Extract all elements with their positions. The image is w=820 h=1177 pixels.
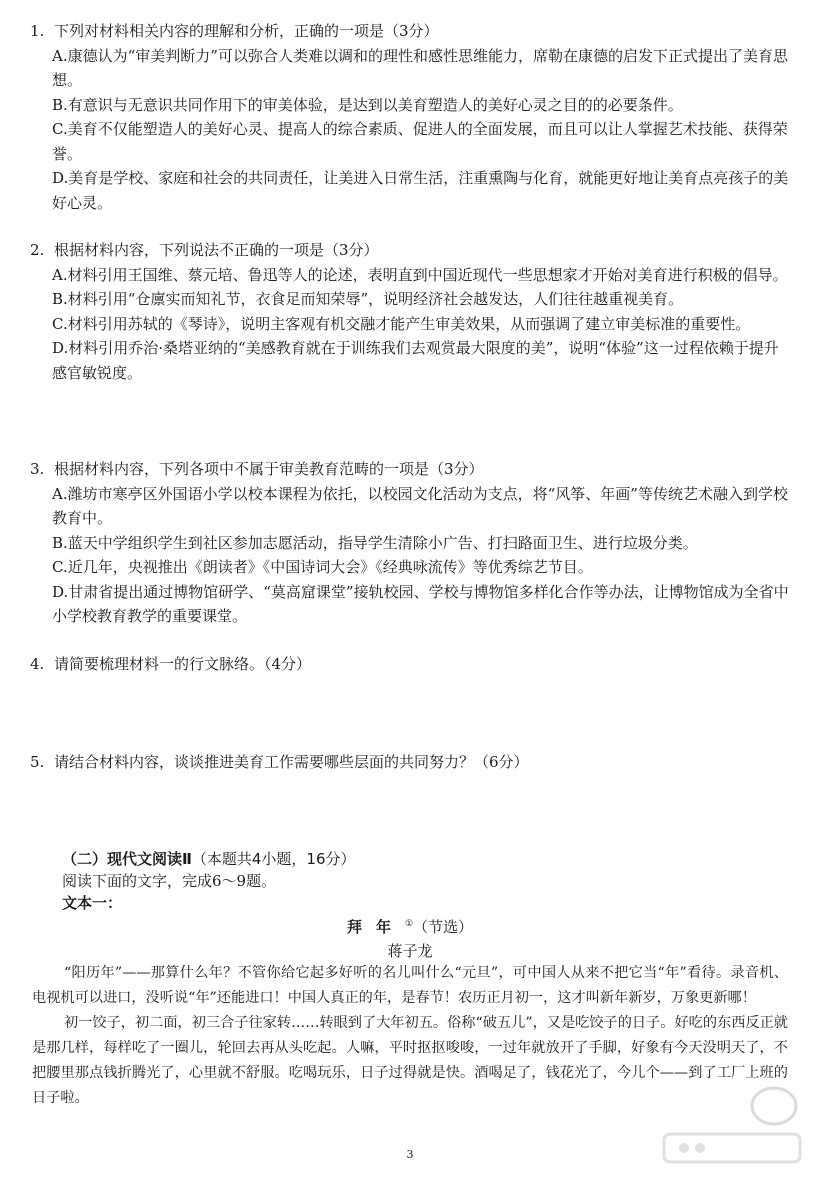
article-header bbox=[0, 912, 820, 963]
question-stem: 根据材料内容，下列说法不正确的一项是（3分） bbox=[54, 241, 379, 259]
question-number: 5. bbox=[30, 753, 45, 771]
question-stem: 请结合材料内容，谈谈推进美育工作需要哪些层面的共同努力？（6分） bbox=[54, 753, 529, 771]
article-paragraph: 初一饺子，初二面，初三合子往家转……转眼到了大年初五。俗称“破五儿”，又是吃饺子的日子。好吃的东西反正就是那几样，每样吃了一圈儿，轮回去再从头吃起。人嘛，平时抠抠唆唆，一过年就放开了手脚，好象有今天没明天了，不把腰里那点钱折腾光了，心里就不舒服。吃喝玩乐，日子过得就是快。酒喝足了，钱花光了，今儿个——到了工厂上班的日子啦。 bbox=[32, 1015, 788, 1106]
section-heading-note: （本题共4小题，16分） bbox=[191, 850, 356, 868]
question-number: 2. bbox=[30, 241, 45, 259]
article-paragraph: “阳历年”——那算什么年？不管你给它起多好听的名儿叫什么“元旦”，可中国人从来不把它当“年”看待。录音机、电视机可以进口，没听说“年”还能进口！中国人真正的年，是春节！农历正月初一，这才叫新年新岁，万象更新哪！ bbox=[32, 965, 788, 1006]
question-number: 3. bbox=[30, 460, 45, 478]
option-c: C.近几年，央视推出《朗读者》《中国诗词大会》《经典咏流传》等优秀综艺节目。 bbox=[52, 558, 593, 576]
question-number: 4. bbox=[30, 655, 45, 673]
option-b: B.有意识与无意识共同作用下的审美体验，是达到以美育塑造人的美好心灵之目的的必要条件。 bbox=[52, 95, 683, 114]
option-a: A.康德认为“审美判断力”可以弥合人类难以调和的理性和感性思维能力，席勒在康德的启发下正式提出了美育思想。 bbox=[52, 46, 788, 89]
option-b: B.蓝天中学组织学生到社区参加志愿活动，指导学生清除小广告、打扫路面卫生、进行垃圾分类。 bbox=[52, 533, 698, 552]
article-author: 蒋子龙 bbox=[387, 942, 433, 960]
question-stem: 下列对材料相关内容的理解和分析，正确的一项是（3分） bbox=[54, 22, 439, 40]
watermark-logo bbox=[656, 1082, 806, 1168]
section-heading: （二）现代文阅读Ⅱ（本题共4小题，16分） bbox=[62, 850, 356, 868]
option-c: C.美育不仅能塑造人的美好心灵、提高人的综合素质、促进人的全面发展，而且可以让人掌握艺术技能、获得荣誉。 bbox=[52, 120, 788, 163]
article-title-note: （节选） bbox=[413, 918, 474, 936]
section-intro: 阅读下面的文字，完成6～9题。 bbox=[62, 872, 277, 890]
footnote-mark: ① bbox=[404, 919, 414, 929]
question-2 bbox=[30, 238, 790, 385]
section-2 bbox=[62, 848, 792, 914]
watermark-icon bbox=[656, 1082, 806, 1168]
question-1 bbox=[30, 19, 790, 215]
option-a: A.潍坊市寒亭区外国语小学以校本课程为依托，以校园文化活动为支点，将“风筝、年画”等传统艺术融入到学校教育中。 bbox=[52, 484, 788, 527]
option-b: B.材料引用“仓廪实而知礼节，衣食足而知荣辱”，说明经济社会越发达，人们往往越重视美育。 bbox=[52, 290, 684, 308]
option-d: D.材料引用乔治·桑塔亚纳的“美感教育就在于训练我们去观赏最大限度的美”，说明“体验”这一过程依赖于提升感官敏锐度。 bbox=[52, 339, 779, 382]
article-title: 拜年①（节选） bbox=[346, 918, 474, 936]
page-number: 3 bbox=[406, 1148, 414, 1161]
question-4 bbox=[30, 652, 790, 677]
text-label: 文本一： bbox=[62, 894, 123, 912]
question-stem: 请简要梳理材料一的行文脉络。（4分） bbox=[54, 655, 312, 673]
option-c: C.材料引用苏轼的《琴诗》，说明主客观有机交融才能产生审美效果，从而强调了建立审美标准的重要性。 bbox=[52, 314, 751, 333]
option-d: D.甘肃省提出通过博物馆研学、“莫高窟课堂”接轨校园、学校与博物馆多样化合作等办法，让博物馆成为全省中小学校教育教学的重要课堂。 bbox=[52, 582, 789, 625]
question-3 bbox=[30, 457, 790, 629]
question-number: 1. bbox=[30, 22, 45, 40]
option-d: D.美育是学校、家庭和社会的共同责任，让美进入日常生活，注重熏陶与化育，就能更好地让美育点亮孩子的美好心灵。 bbox=[52, 169, 789, 212]
question-5 bbox=[30, 750, 790, 775]
question-stem: 根据材料内容，下列各项中不属于审美教育范畴的一项是（3分） bbox=[54, 460, 484, 478]
option-a: A.材料引用王国维、蔡元培、鲁迅等人的论述，表明直到中国近现代一些思想家才开始对美育进行积极的倡导。 bbox=[52, 265, 788, 284]
